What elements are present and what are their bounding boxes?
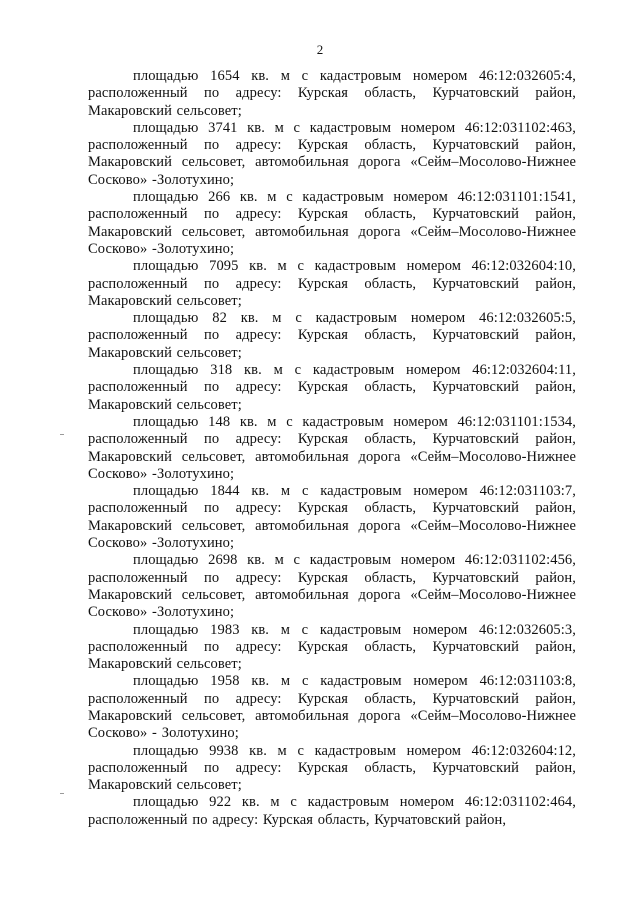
land-plot-paragraph: площадью 148 кв. м с кадастровым номером 46:12:031101:1534, расположенный по адресу: Курская область, Курчатовский район, Макаровский сельсовет, автомобильная дорога «Сейм–Мосолово-Нижнее Сосково» -Золотухино; bbox=[88, 413, 576, 482]
land-plot-paragraph: площадью 2698 кв. м с кадастровым номером 46:12:031102:456, расположенный по адресу: Курская область, Курчатовский район, Макаровский сельсовет, автомобильная дорога «Сейм–Мосолово-Нижнее Сосково» -Золотухино; bbox=[88, 552, 576, 621]
scan-artifact bbox=[60, 793, 64, 794]
land-plot-paragraph: площадью 318 кв. м с кадастровым номером 46:12:032604:11, расположенный по адресу: Курская область, Курчатовский район, Макаровский сельсовет; bbox=[88, 362, 576, 413]
land-plot-paragraph: площадью 1983 кв. м с кадастровым номером 46:12:032605:3, расположенный по адресу: Курская область, Курчатовский район, Макаровский сельсовет; bbox=[88, 621, 576, 673]
land-plot-paragraph: площадью 922 кв. м с кадастровым номером 46:12:031102:464, расположенный по адресу: Курская область, Курчатовский район, bbox=[88, 794, 576, 828]
land-plot-paragraph: площадью 1844 кв. м с кадастровым номером 46:12:031103:7, расположенный по адресу: Курская область, Курчатовский район, Макаровский сельсовет, автомобильная дорога «Сейм–Мосолово-Нижнее Сосково» -Золотухино; bbox=[88, 483, 576, 552]
scan-artifact bbox=[60, 434, 64, 435]
land-plot-paragraph: площадью 82 кв. м с кадастровым номером 46:12:032605:5, расположенный по адресу: Курская область, Курчатовский район, Макаровский сельсовет; bbox=[88, 310, 576, 361]
land-plot-paragraph: площадью 3741 кв. м с кадастровым номером 46:12:031102:463, расположенный по адресу: Курская область, Курчатовский район, Макаровский сельсовет, автомобильная дорога «Сейм–Мосолово-Нижнее Сосково» -Золотухино; bbox=[88, 119, 576, 188]
land-plot-paragraph: площадью 1958 кв. м с кадастровым номером 46:12:031103:8, расположенный по адресу: Курская область, Курчатовский район, Макаровский сельсовет, автомобильная дорога «Сейм–Мосолово-Нижнее Сосково» - Золотухино; bbox=[88, 673, 576, 742]
land-plot-paragraph: площадью 9938 кв. м с кадастровым номером 46:12:032604:12, расположенный по адресу: Курская область, Курчатовский район, Макаровский сельсовет; bbox=[88, 742, 576, 794]
land-plot-paragraph: площадью 266 кв. м с кадастровым номером 46:12:031101:1541, расположенный по адресу: Курская область, Курчатовский район, Макаровский сельсовет, автомобильная дорога «Сейм–Мосолово-Нижнее Сосково» -Золотухино; bbox=[88, 189, 576, 257]
document-body bbox=[88, 68, 576, 829]
land-plot-paragraph: площадью 1654 кв. м с кадастровым номером 46:12:032605:4, расположенный по адресу: Курская область, Курчатовский район, Макаровский сельсовет; bbox=[88, 68, 576, 119]
land-plot-paragraph: площадью 7095 кв. м с кадастровым номером 46:12:032604:10, расположенный по адресу: Курская область, Курчатовский район, Макаровский сельсовет; bbox=[88, 258, 576, 309]
page-number: 2 bbox=[316, 42, 324, 57]
